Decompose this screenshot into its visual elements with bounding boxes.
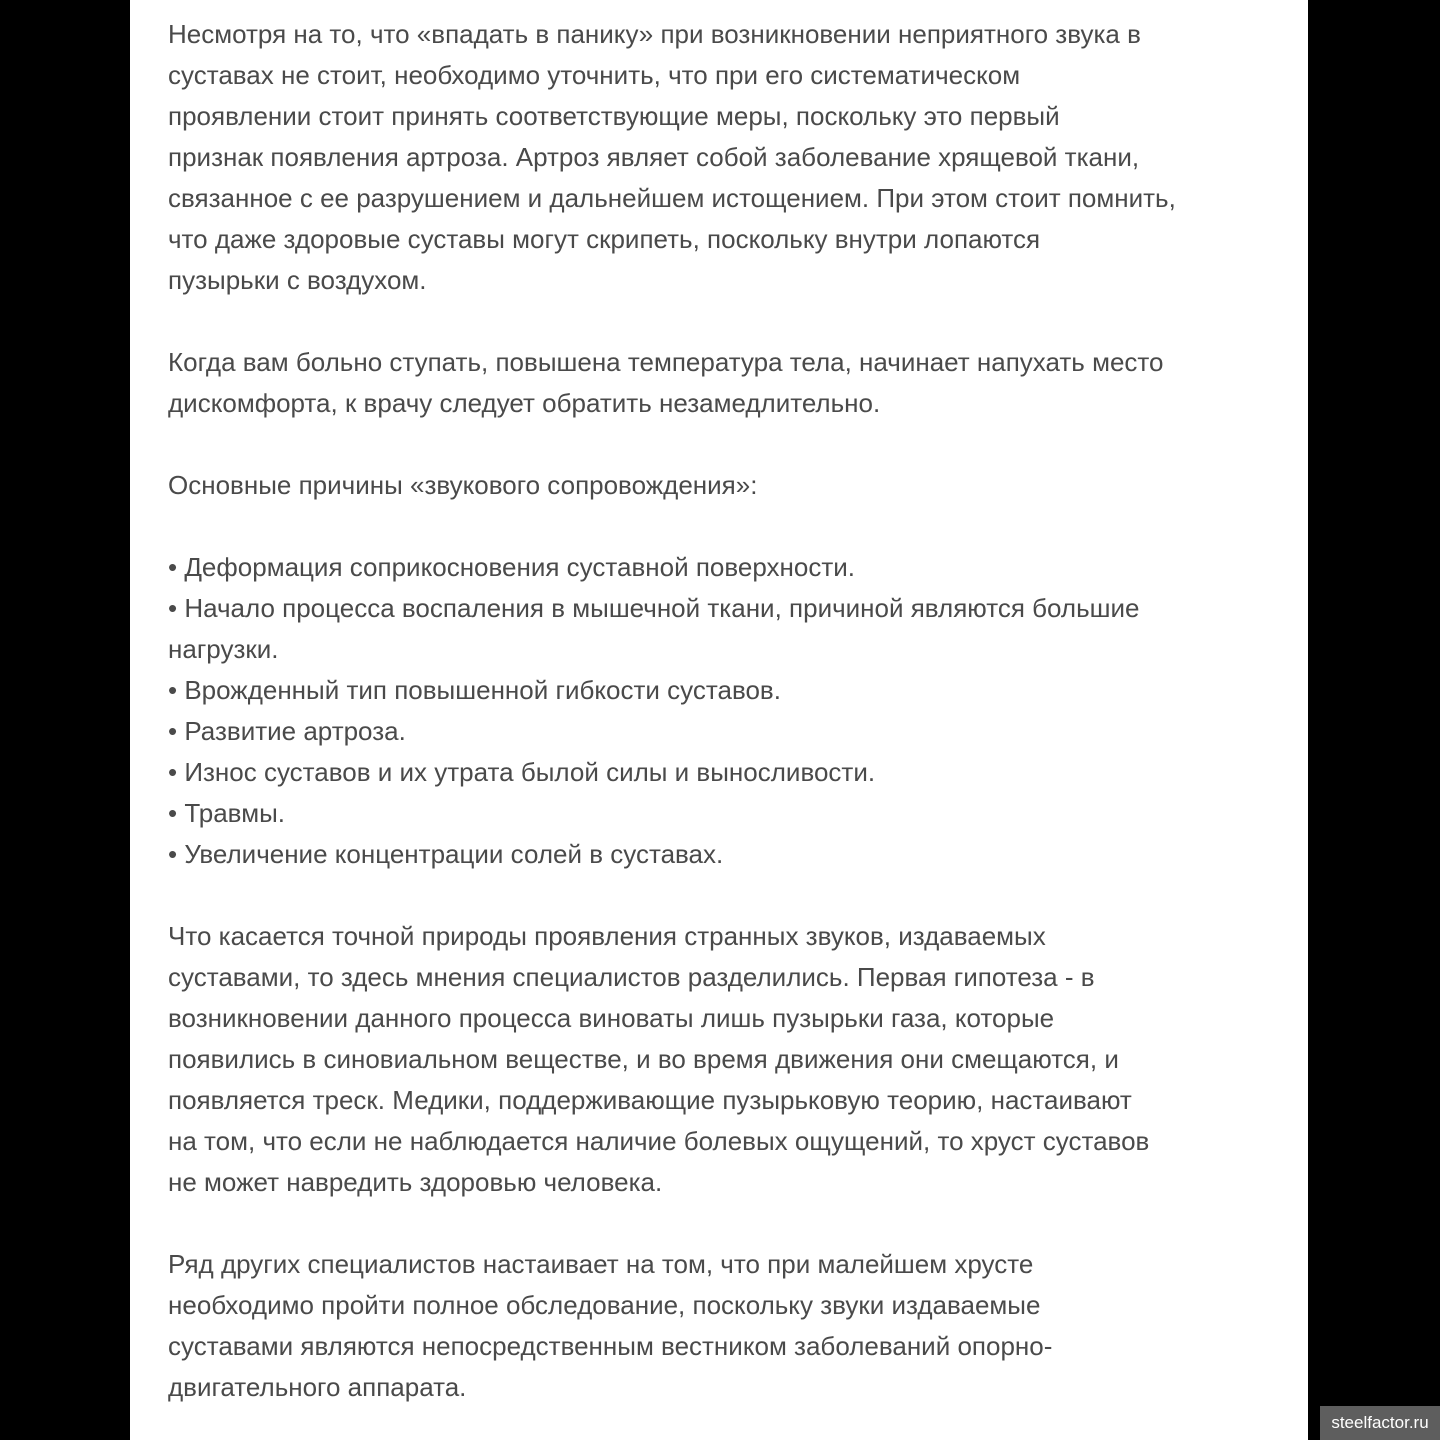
text-line: суставах не стоит, необходимо уточнить, что при его систематическом <box>168 60 1021 90</box>
list-item: • Начало процесса воспаления в мышечной ткани, причиной являются большие <box>168 593 1140 623</box>
paragraph-1 <box>168 14 1268 301</box>
text-line: что даже здоровые суставы могут скрипеть, поскольку внутри лопаются <box>168 224 1041 254</box>
list-item: • Травмы. <box>168 798 285 828</box>
text-line: появились в синовиальном веществе, и во время движения они смещаются, и <box>168 1044 1119 1074</box>
text-line: появляется треск. Медики, поддерживающие пузырьковую теорию, настаивают <box>168 1085 1132 1115</box>
paragraph-2 <box>168 342 1268 424</box>
text-line: возникновении данного процесса виноваты лишь пузырьки газа, которые <box>168 1003 1055 1033</box>
paragraph-gap <box>168 875 1268 916</box>
list-item: • Развитие артроза. <box>168 716 406 746</box>
paragraph-gap <box>168 424 1268 465</box>
paragraph-gap <box>168 301 1268 342</box>
paragraph-4 <box>168 1244 1268 1408</box>
list-item-continuation: нагрузки. <box>168 634 279 664</box>
list-item: • Увеличение концентрации солей в суставах. <box>168 839 724 869</box>
text-line: суставами, то здесь мнения специалистов разделились. Первая гипотеза - в <box>168 962 1095 992</box>
list-item: • Деформация соприкосновения суставной поверхности. <box>168 552 856 582</box>
causes-list <box>168 547 1268 875</box>
text-line: Что касается точной природы проявления странных звуков, издаваемых <box>168 921 1046 951</box>
text-line: суставами являются непосредственным вестником заболеваний опорно- <box>168 1331 1053 1361</box>
paragraph-3 <box>168 916 1268 1203</box>
text-line: необходимо пройти полное обследование, поскольку звуки издаваемые <box>168 1290 1041 1320</box>
text-line: пузырьки с воздухом. <box>168 265 427 295</box>
text-line: Ряд других специалистов настаивает на том, что при малейшем хрусте <box>168 1249 1034 1279</box>
list-item: • Износ суставов и их утрата былой силы и выносливости. <box>168 757 876 787</box>
text-line: признак появления артроза. Артроз являет собой заболевание хрящевой ткани, <box>168 142 1140 172</box>
text-line: не может навредить здоровью человека. <box>168 1167 663 1197</box>
text-line: на том, что если не наблюдается наличие болевых ощущений, то хруст суставов <box>168 1126 1150 1156</box>
paragraph-gap <box>168 1203 1268 1244</box>
list-item: • Врожденный тип повышенной гибкости суставов. <box>168 675 781 705</box>
text-line: двигательного аппарата. <box>168 1372 467 1402</box>
paragraph-gap <box>168 506 1268 547</box>
article-text-sheet <box>130 0 1308 1440</box>
text-line: дискомфорта, к врачу следует обратить незамедлительно. <box>168 388 881 418</box>
causes-heading: Основные причины «звукового сопровождения»: <box>168 470 758 500</box>
text-line: Несмотря на то, что «впадать в панику» при возникновении неприятного звука в <box>168 19 1141 49</box>
site-watermark: steelfactor.ru <box>1320 1406 1440 1440</box>
text-line: проявлении стоит принять соответствующие меры, поскольку это первый <box>168 101 1060 131</box>
text-line: Когда вам больно ступать, повышена температура тела, начинает напухать место <box>168 347 1164 377</box>
text-line: связанное с ее разрушением и дальнейшем истощением. При этом стоит помнить, <box>168 183 1176 213</box>
